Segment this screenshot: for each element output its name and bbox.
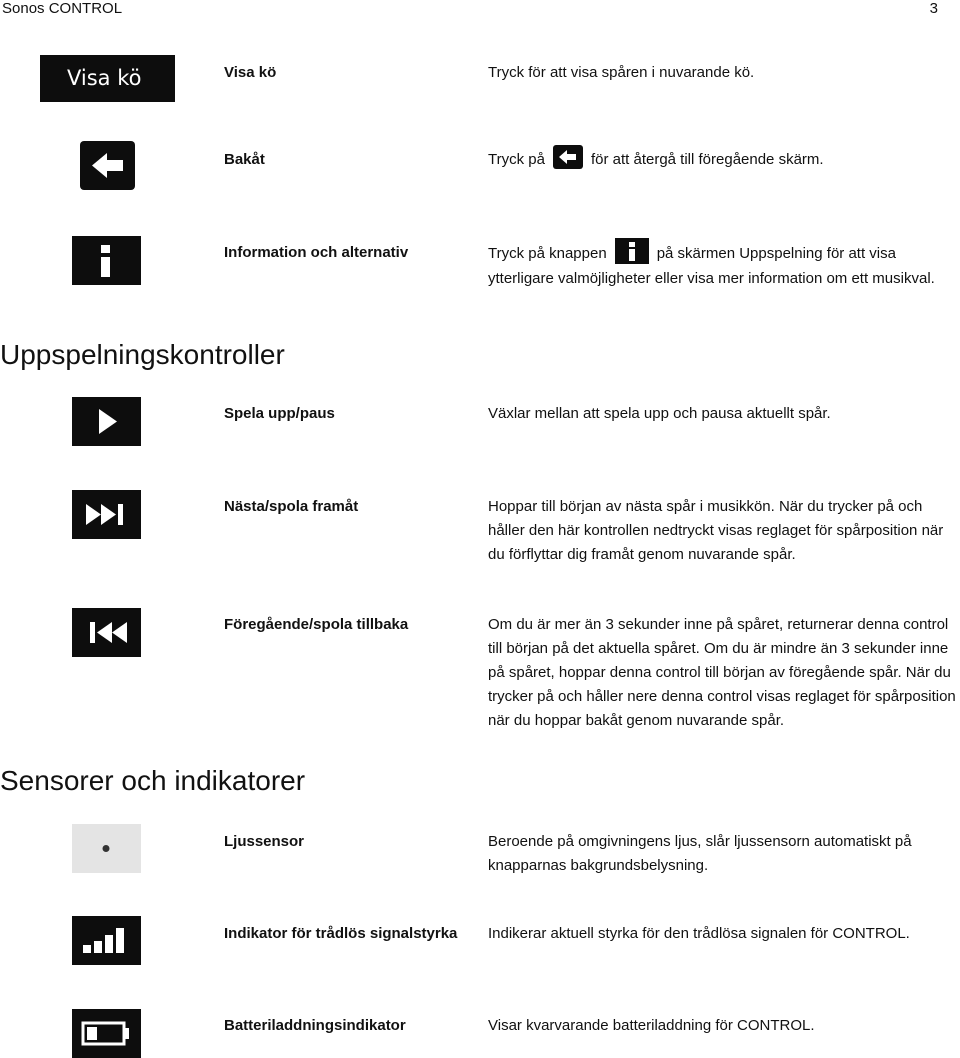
back-arrow-icon bbox=[553, 145, 583, 169]
info-desc bbox=[488, 241, 958, 291]
prev-desc: Om du är mer än 3 sekunder inne på spåret, returnerar denna control till början på det aktuella spåret. Om du är mindre än 3 sekunder inne på spåret, hoppar denna control till början av föregående spår. När du trycker på och håller nere denna control visas reglaget för spårposition när du hoppar bakåt genom nuvarande spår. bbox=[488, 616, 956, 729]
back-label: Bakåt bbox=[224, 151, 265, 168]
back-desc-after: för att återgå till föregående skärm. bbox=[590, 151, 824, 168]
signal-strength-icon bbox=[72, 916, 141, 965]
play-desc: Växlar mellan att spela upp och pausa aktuellt spår. bbox=[488, 405, 831, 422]
light-desc: Beroende på omgivningens ljus, slår ljussensorn automatiskt på knapparnas bakgrundsbelysning. bbox=[488, 833, 912, 874]
next-label: Nästa/spola framåt bbox=[224, 498, 359, 515]
info-label: Information och alternativ bbox=[224, 244, 409, 261]
next-desc: Hoppar till början av nästa spår i musikkön. När du trycker på och håller den här kontrollen nedtryckt visas reglaget för spårposition när du förflyttar dig framåt genom nuvarande spår. bbox=[488, 498, 944, 563]
info-desc-after: på skärmen Uppspelning för att visa ytterligare valmöjligheter eller visa mer information om ett musikval. bbox=[488, 244, 935, 287]
light-label: Ljussensor bbox=[224, 833, 305, 850]
back-desc-before: Tryck på bbox=[488, 151, 545, 168]
battery-desc: Visar kvarvarande batteriladdning för CONTROL. bbox=[488, 1017, 815, 1034]
back-desc bbox=[488, 148, 958, 172]
skip-back-icon bbox=[72, 608, 141, 657]
queue-button-icon-text: Visa kö bbox=[67, 66, 142, 90]
battery-label: Batteriladdningsindikator bbox=[224, 1017, 406, 1034]
play-label: Spela upp/paus bbox=[224, 405, 335, 422]
skip-forward-icon bbox=[72, 490, 141, 539]
info-icon bbox=[615, 238, 649, 264]
info-desc-before: Tryck på knappen bbox=[488, 244, 607, 262]
play-icon bbox=[72, 397, 141, 446]
section-heading-playback: Uppspelningskontroller bbox=[0, 339, 285, 370]
back-arrow-icon bbox=[80, 141, 135, 190]
section-heading-sensors: Sensorer och indikatorer bbox=[0, 765, 306, 796]
wifi-label: Indikator för trådlös signalstyrka bbox=[224, 925, 458, 942]
queue-button-icon bbox=[40, 55, 175, 102]
prev-label: Föregående/spola tillbaka bbox=[224, 616, 409, 633]
page-number: 3 bbox=[929, 0, 938, 17]
queue-label: Visa kö bbox=[224, 64, 277, 81]
queue-desc: Tryck för att visa spåren i nuvarande kö. bbox=[488, 64, 755, 81]
battery-icon bbox=[72, 1009, 141, 1058]
wifi-desc: Indikerar aktuell styrka för den trådlösa signalen för CONTROL. bbox=[488, 925, 910, 942]
light-sensor-icon bbox=[72, 824, 141, 873]
header-title: Sonos CONTROL bbox=[2, 0, 123, 17]
info-icon bbox=[72, 236, 141, 285]
